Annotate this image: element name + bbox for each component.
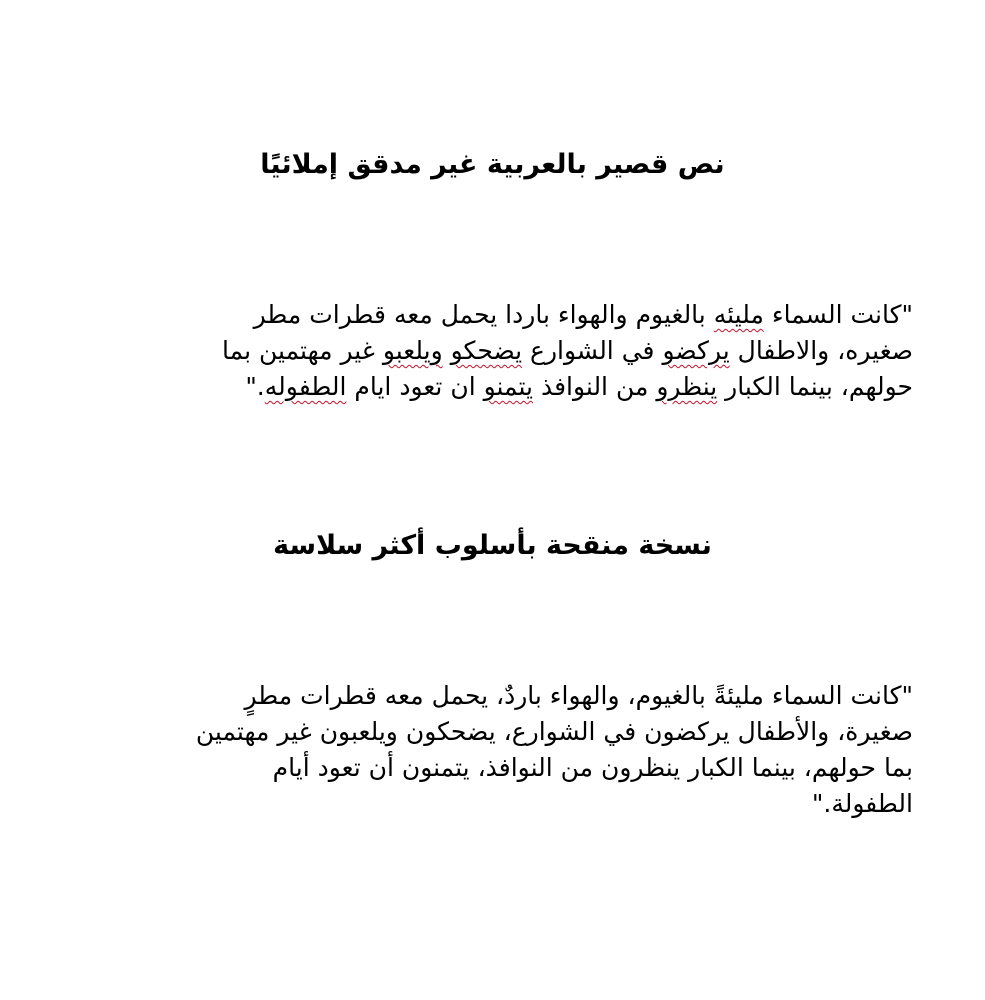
text-run: ان تعود ايام	[346, 372, 484, 401]
misspelled-word[interactable]: مليئه	[713, 300, 764, 329]
misspelled-word[interactable]: يضحكو	[450, 336, 523, 365]
misspelled-word[interactable]: يركضو	[662, 336, 730, 365]
text-run: حولهم، بينما الكبار	[717, 372, 913, 401]
paragraph-line	[222, 297, 913, 333]
paragraph-line: "كانت السماء مليئةً بالغيوم، والهواء باردٌ، يحمل معه قطرات مطرٍ	[244, 681, 913, 710]
original-text-heading: نص قصير بالعربية غير مدقق إملائيًا	[260, 149, 725, 180]
text-run	[443, 336, 451, 365]
text-run: من النوافذ	[533, 372, 657, 401]
paragraph-line: صغيرة، والأطفال يركضون في الشوارع، يضحكون ويلعبون غير مهتمين	[195, 717, 913, 746]
text-run: في الشوارع	[522, 336, 663, 365]
text-run: بالغيوم والهواء باردا يحمل معه قطرات مطر	[253, 300, 714, 329]
paragraph-line: الطفولة."	[811, 789, 913, 818]
paragraph-line	[222, 369, 913, 405]
text-run: "كانت السماء	[763, 300, 913, 329]
text-run: صغيره، والاطفال	[729, 336, 913, 365]
original-paragraph[interactable]	[222, 297, 913, 405]
paragraph-line	[222, 333, 913, 369]
misspelled-word[interactable]: يتمنو	[483, 372, 534, 401]
paragraph-line: بما حولهم، بينما الكبار ينظرون من النوافذ، يتمنون أن تعود أيام	[272, 753, 913, 782]
text-run: غير مهتمين بما	[222, 336, 383, 365]
revised-text-heading: نسخة منقحة بأسلوب أكثر سلاسة	[273, 530, 712, 561]
misspelled-word[interactable]: ينظرو	[656, 372, 718, 401]
text-run: ."	[245, 372, 265, 401]
misspelled-word[interactable]: ويلعبو	[382, 336, 443, 365]
revised-paragraph[interactable]	[196, 678, 913, 822]
misspelled-word[interactable]: الطفوله	[264, 372, 347, 401]
